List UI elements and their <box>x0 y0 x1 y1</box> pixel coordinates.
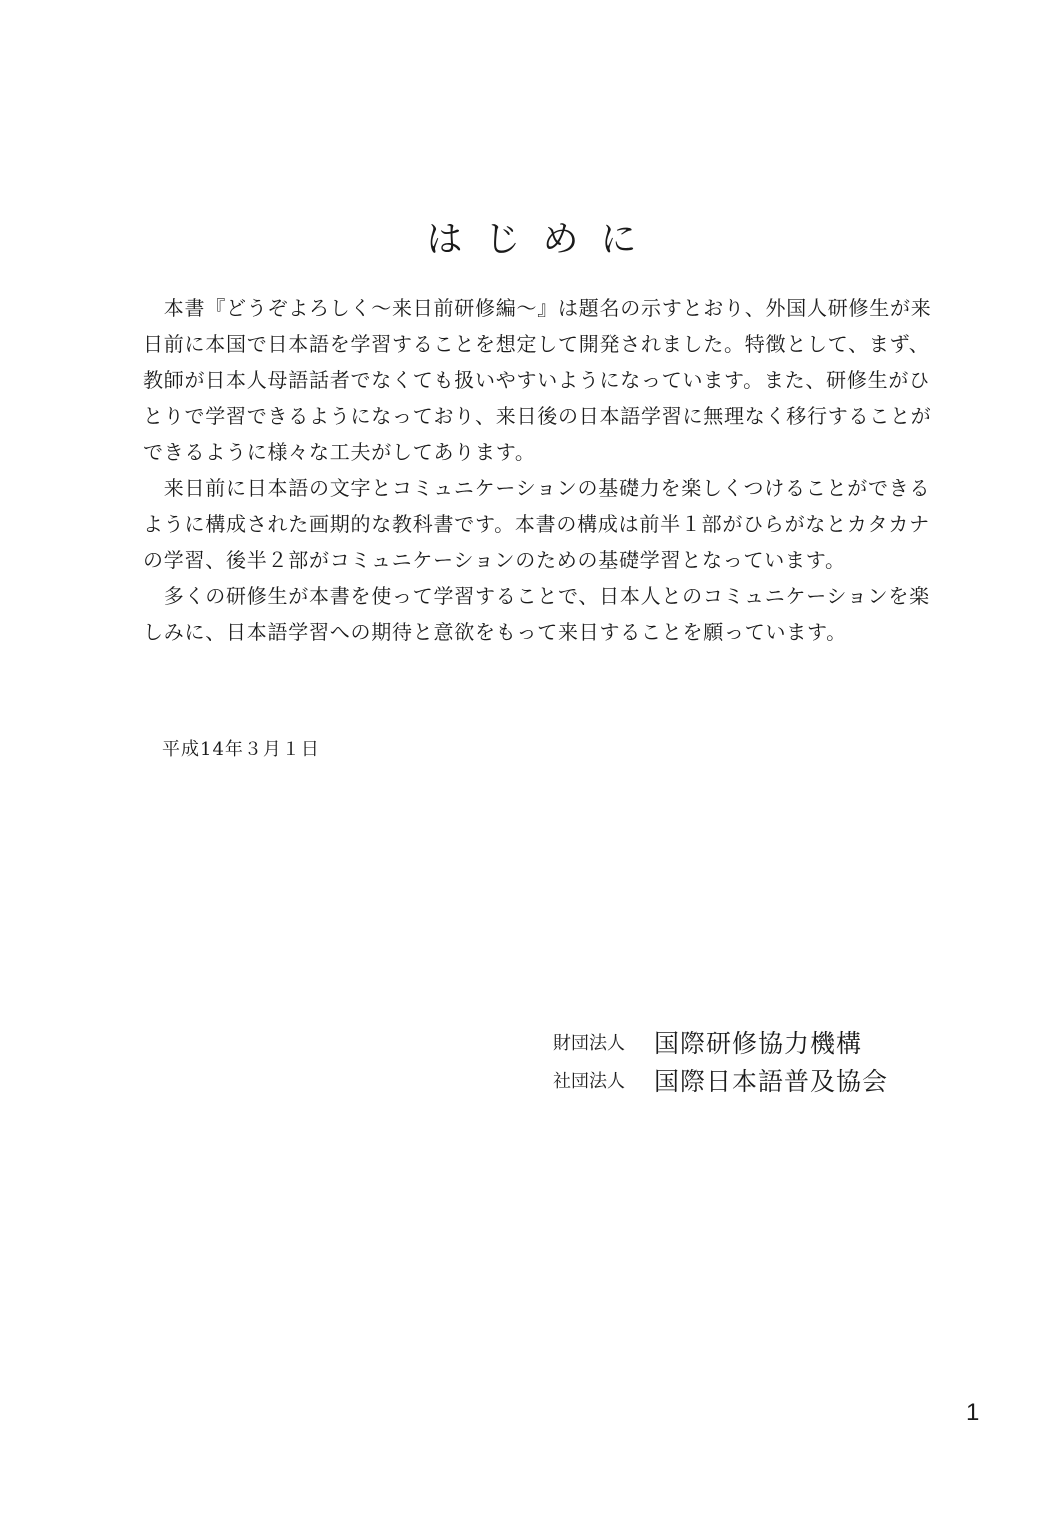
preface-body <box>143 290 933 650</box>
signature-block <box>553 1024 923 1100</box>
signatory-type: 財団法人 <box>553 1032 625 1054</box>
body-line-2: 日前に本国で日本語を学習することを想定して開発されました。特徴として、まず、 <box>143 332 930 356</box>
body-line-4: とりで学習できるようになっており、来日後の日本語学習に無理なく移行することが <box>143 404 932 428</box>
signatory-type: 社団法人 <box>553 1070 625 1092</box>
body-line-8: の学習、後半２部がコミュニケーションのための基礎学習となっています。 <box>143 548 846 572</box>
body-line-3: 教師が日本人母語話者でなくても扱いやすいようになっています。また、研修生がひ <box>143 368 930 392</box>
publication-date: 平成14年３月１日 <box>162 739 320 760</box>
signatory-row <box>553 1062 923 1100</box>
body-line-10: しみに、日本語学習への期待と意欲をもって来日することを願っています。 <box>143 620 847 644</box>
body-line-6: 来日前に日本語の文字とコミュニケーションの基礎力を楽しくつけることができる <box>143 476 931 500</box>
body-line-5: できるように様々な工夫がしてあります。 <box>143 440 536 464</box>
body-line-9: 多くの研修生が本書を使って学習することで、日本人とのコミュニケーションを楽 <box>143 584 930 608</box>
signatory-row <box>553 1024 923 1062</box>
signatory-name: 国際研修協力機構 <box>654 1028 863 1058</box>
page-number: 1 <box>966 1399 980 1426</box>
page-title: はじめに <box>426 219 659 260</box>
signatory-name: 国際日本語普及協会 <box>654 1066 889 1096</box>
body-line-7: ように構成された画期的な教科書です。本書の構成は前半１部がひらがなとカタカナ <box>143 512 930 536</box>
body-line-1: 本書『どうぞよろしく～来日前研修編～』は題名の示すとおり、外国人研修生が来 <box>143 296 932 320</box>
